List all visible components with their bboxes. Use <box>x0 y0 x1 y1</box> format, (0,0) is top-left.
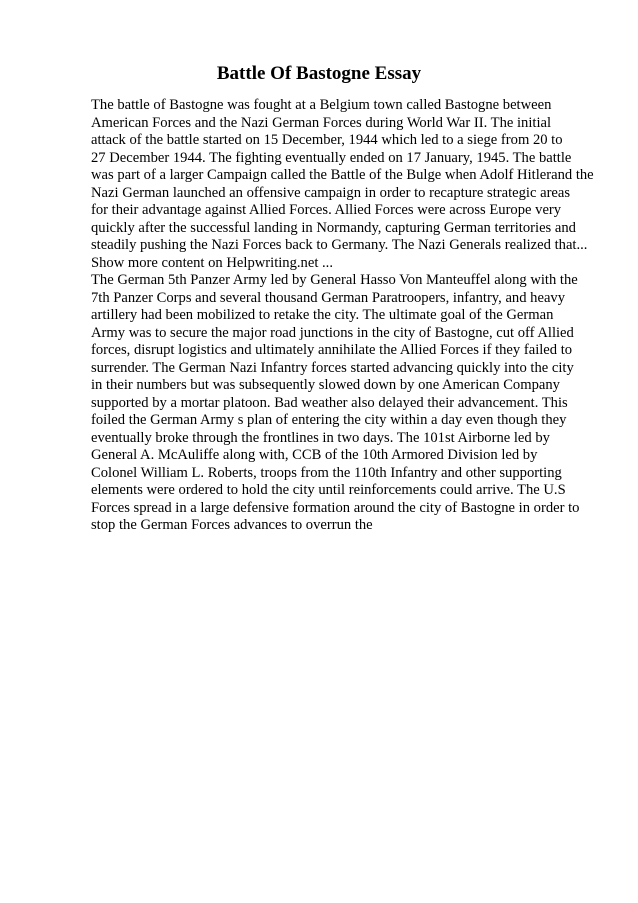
essay-line: 7th Panzer Corps and several thousand German Paratroopers, infantry, and heavy <box>91 289 566 306</box>
essay-line: Army was to secure the major road junctions in the city of Bastogne, cut off Allied <box>91 324 574 341</box>
essay-line: quickly after the successful landing in Normandy, capturing German territories and <box>91 219 576 236</box>
essay-line: surrender. The German Nazi Infantry forces started advancing quickly into the city <box>91 359 574 376</box>
essay-line: foiled the German Army s plan of entering the city within a day even though they <box>91 412 567 428</box>
essay-line: eventually broke through the frontlines in two days. The 101st Airborne led by <box>91 429 550 446</box>
essay-line: elements were ordered to hold the city until reinforcements could arrive. The U.S <box>91 482 566 498</box>
essay-line: in their numbers but was subsequently slowed down by one American Company <box>91 377 560 393</box>
essay-line: The battle of Bastogne was fought at a Belgium town called Bastogne between <box>91 97 552 113</box>
essay-line: 27 December 1944. The fighting eventually ended on 17 January, 1945. The battle <box>91 149 572 166</box>
essay-line: forces, disrupt logistics and ultimately annihilate the Allied Forces if they failed to <box>91 342 573 358</box>
essay-line: Colonel William L. Roberts, troops from the 110th Infantry and other supporting <box>91 464 562 481</box>
essay-line: supported by a mortar platoon. Bad weather also delayed their advancement. This <box>91 394 568 411</box>
essay-line: General A. McAuliffe along with, CCB of the 10th Armored Division led by <box>91 447 538 463</box>
page-title: Battle Of Bastogne Essay <box>216 63 422 84</box>
essay-line: American Forces and the Nazi German Forces during World War II. The initial <box>91 114 552 131</box>
essay-line: Nazi German launched an offensive campaign in order to recapture strategic areas <box>91 184 571 201</box>
essay-body <box>91 97 594 535</box>
essay-line: The German 5th Panzer Army led by General Hasso Von Manteuffel along with the <box>91 272 578 288</box>
essay-line: for their advantage against Allied Forces. Allied Forces were across Europe very <box>91 202 562 218</box>
show-more-link[interactable]: Show more content on Helpwriting.net ... <box>91 254 333 271</box>
essay-line: Forces spread in a large defensive formation around the city of Bastogne in order to <box>91 499 580 516</box>
essay-line: steadily pushing the Nazi Forces back to Germany. The Nazi Generals realized that... <box>91 237 588 253</box>
essay-line: artillery had been mobilized to retake the city. The ultimate goal of the German <box>91 307 554 323</box>
essay-line: was part of a larger Campaign called the Battle of the Bulge when Adolf Hitlerand the <box>91 167 594 183</box>
essay-line: stop the German Forces advances to overrun the <box>91 517 373 533</box>
essay-line: attack of the battle started on 15 December, 1944 which led to a siege from 20 to <box>91 132 563 148</box>
